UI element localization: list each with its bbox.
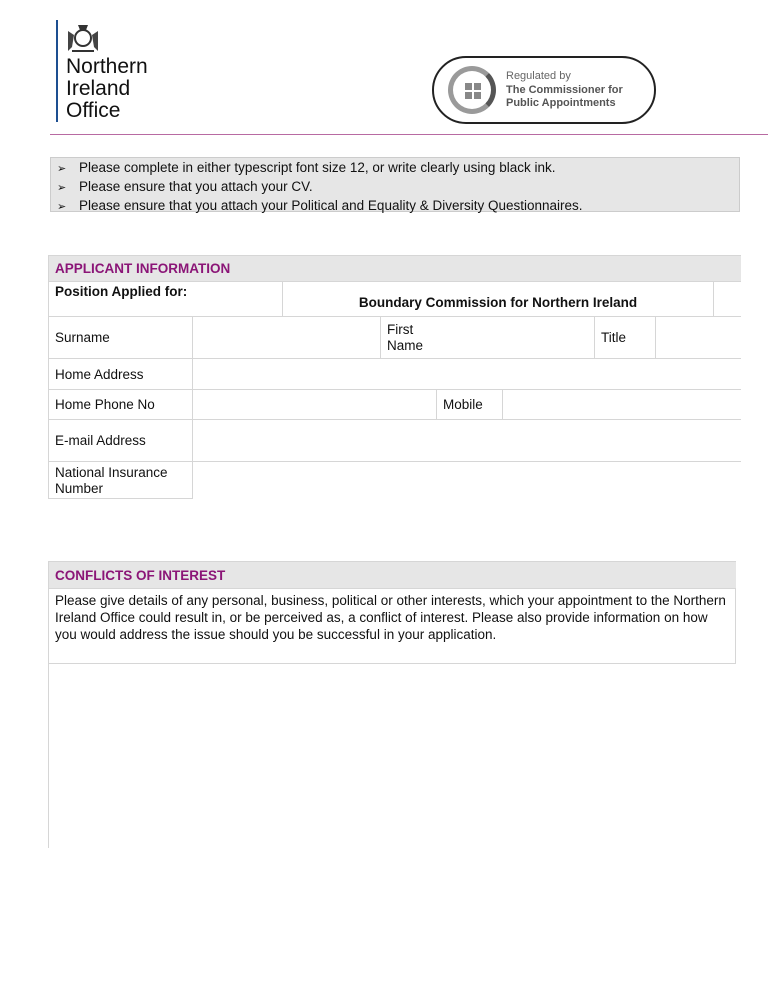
first-name-label: First Name [381,317,595,359]
position-extra-field[interactable] [714,282,741,317]
regulator-badge [432,56,656,124]
ni-label: National Insurance Number [49,462,193,499]
arrow-bullet-icon: ➢ [57,182,67,194]
surname-label: Surname [49,317,193,359]
conflicts-of-interest-table [48,561,736,848]
instruction-item: ➢ Please ensure that you attach your CV. [57,178,733,197]
surname-field[interactable] [193,317,381,359]
royal-crest-icon [64,21,102,55]
home-address-field[interactable] [193,359,741,390]
commissioner-logo-icon [448,66,496,114]
section-title: CONFLICTS OF INTEREST [49,562,736,589]
org-name [66,56,148,122]
section-title: APPLICANT INFORMATION [49,256,741,282]
arrow-bullet-icon: ➢ [57,201,67,213]
org-name-line: Northern [66,55,148,78]
email-field[interactable] [193,420,741,462]
home-phone-label: Home Phone No [49,390,193,420]
arrow-bullet-icon: ➢ [57,163,67,175]
email-label: E-mail Address [49,420,193,462]
instruction-item: ➢ Please ensure that you attach your Political and Equality & Diversity Questionnaires. [57,197,733,216]
applicant-information-table [48,255,741,499]
position-value: Boundary Commission for Northern Ireland [283,282,714,317]
conflicts-details-field[interactable] [49,664,736,848]
home-address-label: Home Address [49,359,193,390]
mobile-label: Mobile [437,390,503,420]
mobile-field[interactable] [503,390,741,420]
org-name-line: Ireland [66,77,131,100]
badge-regulated-by: Regulated by [506,70,571,82]
instruction-item: ➢ Please complete in either typescript font size 12, or write clearly using black ink. [57,159,733,178]
header-divider [50,134,768,135]
conflicts-instructions: Please give details of any personal, business, political or other interests, which your appointment to the Northern Ireland Office could result in, or be perceived as, a conflict of interest. Please also provide information on how you would address the issue should you be successful in your application. [49,589,736,664]
ni-number-field[interactable] [193,462,741,499]
position-label: Position Applied for: [49,282,283,317]
logo-bar [56,20,58,122]
badge-commissioner: The Commissioner for Public Appointments [506,84,623,109]
org-name-line: Office [66,99,121,122]
title-label: Title [595,317,656,359]
title-field[interactable] [656,317,741,359]
home-phone-field[interactable] [193,390,437,420]
instructions-box [50,157,740,212]
